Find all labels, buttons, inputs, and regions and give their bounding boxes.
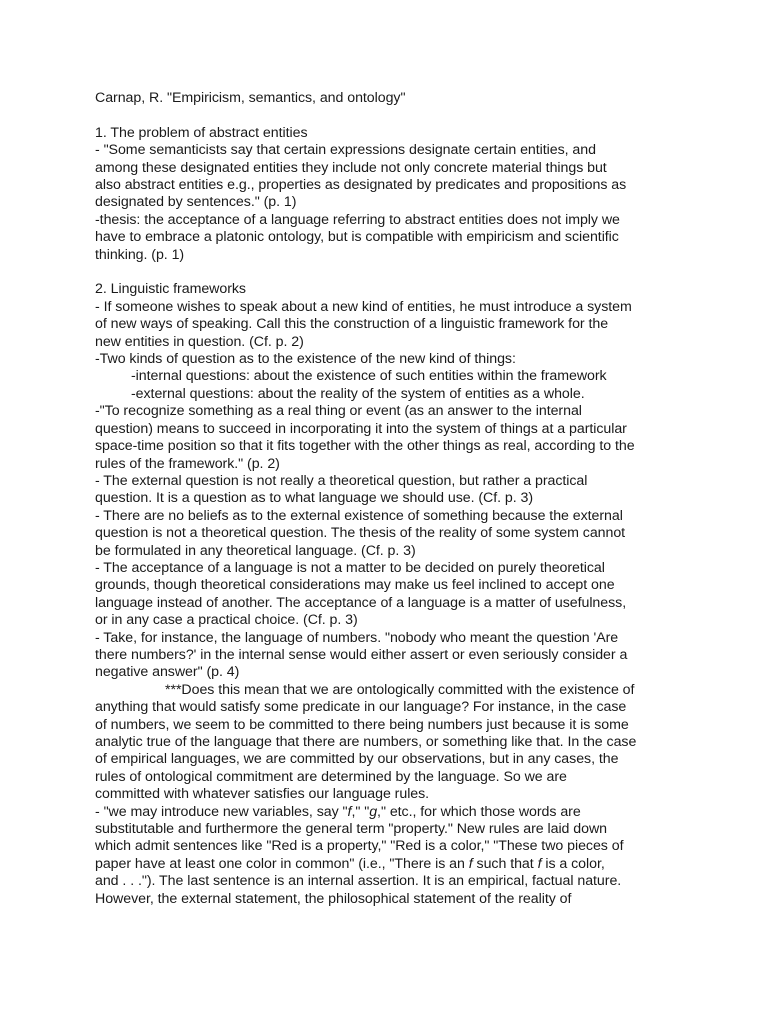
text-line: However, the external statement, the philosophical statement of the reality of: [95, 890, 572, 907]
text-line: -"To recognize something as a real thing or event (as an answer to the internal: [95, 403, 582, 420]
text-line: question is not a theoretical question. The thesis of the reality of some system cannot: [95, 525, 626, 542]
text-line: thinking. (p. 1): [95, 246, 185, 263]
text-fragment: paper have at least one color in common" (i.e., "There is an: [95, 855, 469, 872]
blank-line: [95, 264, 695, 281]
text-line: designated by sentences." (p. 1): [95, 194, 297, 211]
text-line: - If someone wishes to speak about a new kind of entities, he must introduce a system: [95, 298, 632, 315]
note-first-line: ***Does this mean that we are ontologically committed with the existence of: [165, 681, 635, 698]
text-line: among these designated entities they include not only concrete material things but: [95, 159, 607, 176]
note-line: analytic true of the language that there are numbers, or something like that. In the case: [95, 734, 637, 750]
document-page: [95, 90, 695, 908]
text-line: rules of the framework." (p. 2): [95, 455, 280, 472]
text-line: which admit sentences like "Red is a property," "Red is a color," "These two pieces of: [95, 838, 624, 855]
italic-variable: f: [537, 855, 542, 872]
text-line: new entities in question. (Cf. p. 2): [95, 333, 304, 350]
text-line: [95, 856, 695, 873]
text-line: -thesis: the acceptance of a language referring to abstract entities does not imply we: [95, 211, 620, 228]
italic-variable: g: [369, 803, 378, 820]
text-fragment: ," etc., for which those words are: [377, 803, 581, 820]
text-line: and . . ."). The last sentence is an internal assertion. It is an empirical, factual nature.: [95, 873, 622, 890]
text-line: - The external question is not really a theoretical question, but rather a practical: [95, 472, 588, 489]
text-line: also abstract entities e.g., properties as designated by predicates and propositions as: [95, 177, 627, 194]
text-line: or in any case a practical choice. (Cf. p. 3): [95, 612, 358, 629]
note-line: anything that would satisfy some predicate in our language? For instance, in the case: [95, 699, 627, 716]
text-line: of new ways of speaking. Call this the construction of a linguistic framework for the: [95, 316, 609, 333]
section-heading-1: 1. The problem of abstract entities: [95, 124, 308, 141]
text-line: be formulated in any theoretical language. (Cf. p. 3): [95, 542, 416, 559]
note-line: of empirical languages, we are committed by our observations, but in any cases, the: [95, 751, 619, 768]
text-line: question) means to succeed in incorporating it into the system of things at a particular: [95, 420, 627, 437]
document-title: Carnap, R. "Empiricism, semantics, and ontology": [95, 90, 406, 106]
text-fragment: ," ": [351, 803, 370, 820]
blank-line: [95, 107, 695, 124]
text-line: -Two kinds of question as to the existence of the new kind of things:: [95, 351, 516, 368]
note-line: committed with whatever satisfies our language rules.: [95, 786, 430, 803]
text-line: - There are no beliefs as to the external existence of something because the external: [95, 507, 623, 524]
indented-text-line: -internal questions: about the existence of such entities within the framework: [131, 368, 607, 385]
italic-variable: f: [468, 855, 473, 872]
text-line: language instead of another. The acceptance of a language is a matter of usefulness,: [95, 594, 627, 611]
text-line: grounds, though theoretical considerations may make us feel inclined to accept one: [95, 577, 615, 594]
text-line: [95, 804, 695, 821]
text-line: substitutable and furthermore the general term "property." New rules are laid down: [95, 821, 607, 838]
text-line: - "Some semanticists say that certain expressions designate certain entities, and: [95, 142, 596, 159]
text-line: question. It is a question as to what language we should use. (Cf. p. 3): [95, 490, 534, 507]
text-fragment: - "we may introduce new variables, say ": [95, 803, 348, 820]
section-heading-2: 2. Linguistic frameworks: [95, 281, 246, 298]
text-line: - The acceptance of a language is not a matter to be decided on purely theoretical: [95, 559, 605, 576]
italic-variable: f: [347, 803, 352, 820]
text-line: - Take, for instance, the language of numbers. "nobody who meant the question 'Are: [95, 629, 619, 646]
text-line: there numbers?' in the internal sense would either assert or even seriously consider a: [95, 646, 628, 663]
text-fragment: is a color,: [541, 855, 605, 872]
text-line: negative answer" (p. 4): [95, 664, 240, 681]
indented-text-line: -external questions: about the reality of the system of entities as a whole.: [131, 385, 585, 402]
text-line: have to embrace a platonic ontology, but is compatible with empiricism and scientific: [95, 229, 619, 246]
text-line: space-time position so that it fits together with the other things as real, according to the: [95, 438, 635, 455]
text-fragment: such that: [472, 855, 538, 872]
note-line: of numbers, we seem to be committed to there being numbers just because it is some: [95, 716, 629, 733]
note-line: rules of ontological commitment are determined by the language. So we are: [95, 768, 567, 785]
